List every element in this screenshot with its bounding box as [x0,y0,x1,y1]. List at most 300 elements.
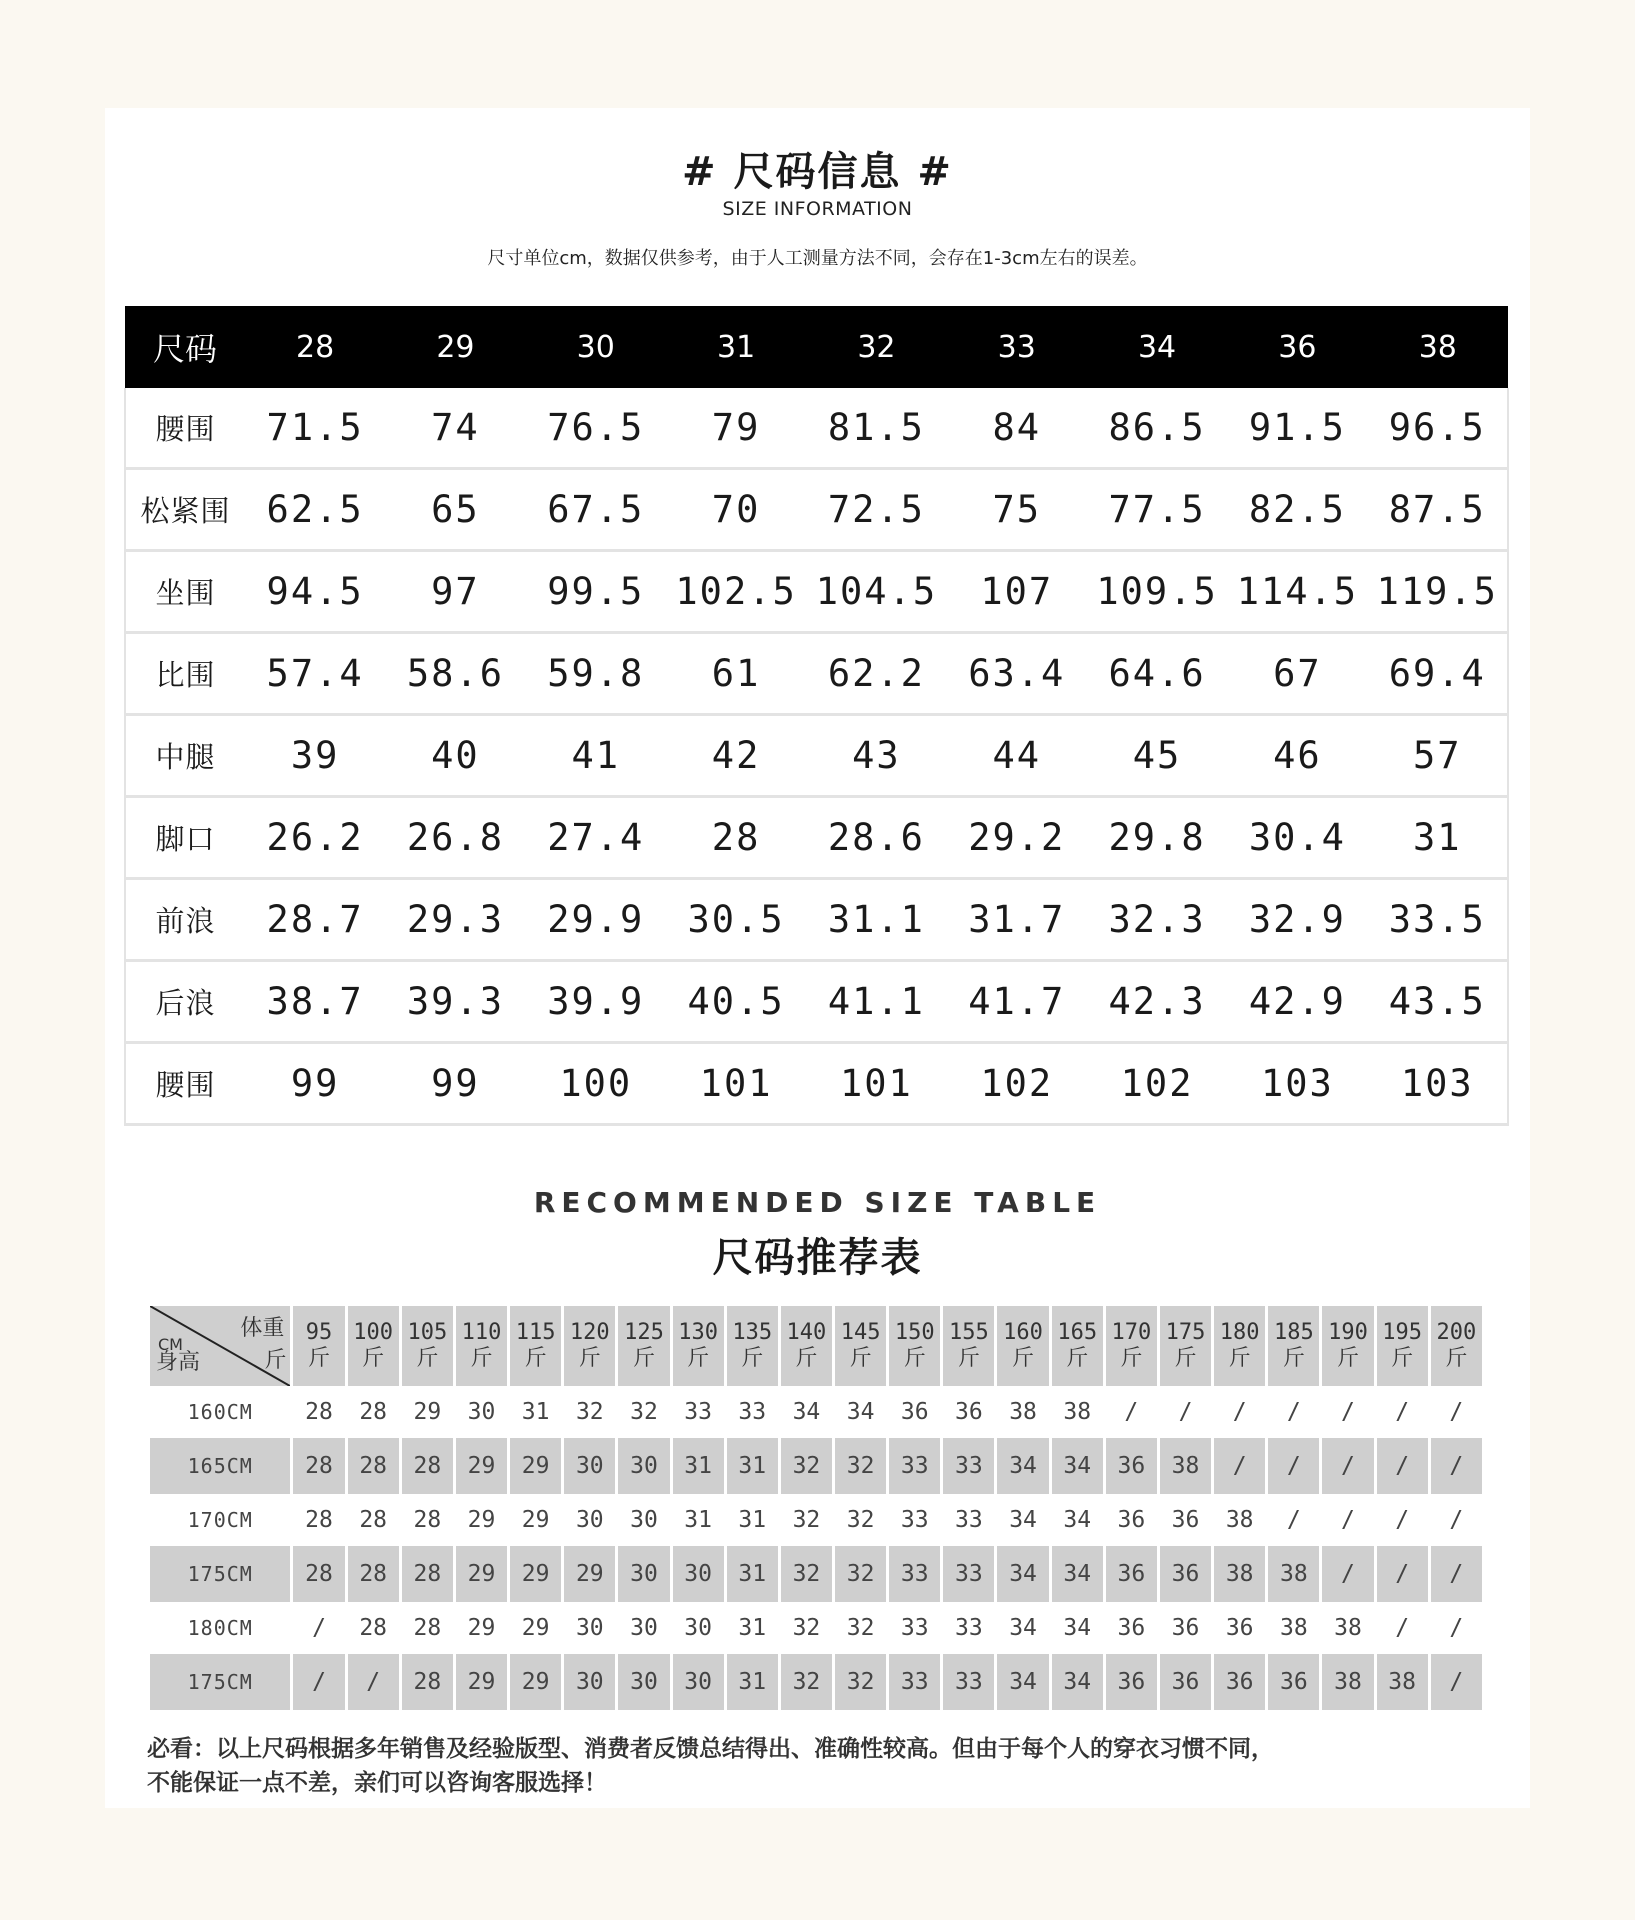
recommend-size: 34 [997,1546,1048,1602]
recommend-size: 29 [510,1438,561,1494]
recommend-size: / [1268,1438,1319,1494]
weight-header-cell [564,1306,615,1386]
recommend-size: 28 [359,1615,388,1641]
weight-unit: 斤 [687,1346,710,1371]
recommend-title-en: RECOMMENDED SIZE TABLE [533,1186,1102,1219]
measure-value: 63.4 [947,633,1087,715]
recommend-size: 33 [889,1654,940,1710]
recommend-size: / [1178,1399,1193,1425]
measure-label: 比围 [125,633,245,715]
weight-header-cell [1268,1306,1319,1386]
recommended-size-table [147,1306,1485,1710]
measure-value: 86.5 [1087,388,1227,469]
height-label: 170CM [187,1508,253,1532]
recommend-size: 30 [673,1654,724,1710]
recommend-size: 28 [348,1546,399,1602]
measure-label: 腰围 [125,388,245,469]
recommend-size: / [1377,1546,1428,1602]
recommend-size: 30 [684,1615,712,1641]
recommend-size: 33 [955,1507,983,1533]
weight-header-cell [618,1306,669,1386]
recommend-size: 29 [467,1615,496,1641]
weight-header-cell [1214,1306,1265,1386]
recommend-size: 36 [1117,1615,1146,1641]
measure-value: 41.1 [806,961,946,1043]
measure-value: 46 [1227,715,1367,797]
measure-value: 32.3 [1087,879,1227,961]
weight-header-cell [402,1306,453,1386]
recommend-size: 34 [1063,1615,1092,1641]
recommend-size: 31 [727,1438,778,1494]
recommend-size: 28 [359,1507,388,1533]
weight-header-cell [835,1306,886,1386]
measure-value: 91.5 [1227,388,1367,469]
recommend-size: 32 [781,1546,832,1602]
measure-value: 31.7 [947,879,1087,961]
size-header-cell: 34 [1087,306,1227,388]
recommend-row [150,1438,1482,1494]
measure-value: 28.6 [806,797,946,879]
measure-value: 39.3 [385,961,525,1043]
measure-value: 74 [385,388,525,469]
recommend-size: 30 [673,1546,724,1602]
measure-value: 102 [1087,1043,1227,1125]
weight-header-cell [1377,1306,1428,1386]
weight-unit: 斤 [1066,1346,1089,1371]
height-label: 160CM [187,1400,253,1424]
weight-header-cell [727,1306,778,1386]
measure-value: 40 [385,715,525,797]
measure-value: 32.9 [1227,879,1367,961]
height-label: 165CM [150,1438,290,1494]
weight-value: 140 [786,1320,827,1345]
measure-value: 77.5 [1087,469,1227,551]
measure-value: 99 [385,1043,525,1125]
measure-value: 42.9 [1227,961,1367,1043]
weight-value: 130 [678,1320,718,1345]
recommend-size: 30 [630,1507,658,1533]
measure-label: 中腿 [125,715,245,797]
weight-unit: 斤 [1336,1346,1359,1371]
recommend-size: 30 [618,1654,669,1710]
recommend-size: 32 [835,1438,886,1494]
recommend-size: 33 [889,1438,940,1494]
weight-header-cell [1160,1306,1211,1386]
recommend-size: 33 [900,1507,929,1533]
weight-value: 175 [1165,1320,1206,1345]
recommend-size: / [1431,1546,1482,1602]
measure-value: 94.5 [245,551,385,633]
recommend-size: 28 [402,1438,453,1494]
recommend-size: 32 [835,1546,886,1602]
weight-value: 145 [840,1320,881,1345]
measure-value: 67.5 [526,469,666,551]
recommend-size: 33 [955,1615,983,1641]
weight-unit: 斤 [524,1346,547,1371]
measure-value: 75 [947,469,1087,551]
weight-value: 200 [1436,1320,1477,1345]
measure-value: 87.5 [1368,469,1508,551]
weight-value: 190 [1328,1320,1368,1345]
size-header-cell: 33 [947,306,1087,388]
recommend-size: / [348,1654,399,1710]
recommend-size: / [293,1654,344,1710]
weight-value: 185 [1273,1320,1314,1345]
weight-unit: 斤 [308,1346,331,1371]
recommend-size: / [1341,1507,1355,1533]
measure-value: 107 [947,551,1087,633]
measure-label: 前浪 [125,879,245,961]
recommend-size: 36 [1268,1654,1319,1710]
weight-header-cell [456,1306,507,1386]
measure-value: 101 [806,1043,946,1125]
measure-value: 99 [245,1043,385,1125]
recommend-size: 36 [1171,1615,1200,1641]
weight-value: 155 [949,1320,989,1345]
measure-value: 41 [526,715,666,797]
weight-value: 95 [305,1320,333,1345]
recommend-size: 33 [943,1654,994,1710]
size-chart-card [105,108,1530,1808]
footer-disclaimer [147,1732,1507,1800]
size-table-row [125,797,1508,879]
recommend-size: 38 [1225,1507,1254,1533]
recommend-size: 29 [564,1546,615,1602]
recommend-size: 36 [900,1399,929,1425]
recommend-size: 34 [1009,1615,1037,1641]
recommend-size: 38 [1334,1615,1362,1641]
recommend-title-cn: 尺码推荐表 [712,1235,923,1281]
size-table-row [125,1043,1508,1125]
weight-header-cell [1106,1306,1157,1386]
measure-value: 39.9 [526,961,666,1043]
recommend-size: 29 [456,1546,507,1602]
size-table-row [125,469,1508,551]
measure-value: 40.5 [666,961,806,1043]
weight-header-cell [997,1306,1048,1386]
measure-value: 61 [666,633,806,715]
weight-value: 135 [732,1320,773,1345]
weight-header-cell [673,1306,724,1386]
measure-value: 102 [947,1043,1087,1125]
recommend-size: 34 [1052,1438,1103,1494]
recommend-row [150,1546,1482,1602]
size-information-table [124,306,1509,1126]
measure-value: 119.5 [1368,551,1508,633]
recommend-size: 38 [1279,1615,1308,1641]
measure-value: 59.8 [526,633,666,715]
recommend-size: 30 [630,1615,658,1641]
measure-value: 71.5 [245,388,385,469]
weight-unit: 斤 [849,1346,872,1371]
measure-value: 26.8 [385,797,525,879]
weight-value: 100 [353,1320,394,1345]
recommend-row [150,1494,1482,1546]
footer-line-2: 不能保证一点不差，亲们可以咨询客服选择！ [147,1770,607,1796]
recommend-size: 28 [348,1438,399,1494]
recommend-size: / [1431,1438,1482,1494]
recommend-size: 36 [1160,1546,1211,1602]
measure-value: 100 [526,1043,666,1125]
corner-weight-label: 体重 [240,1316,285,1341]
weight-value: 120 [569,1320,610,1345]
size-header-cell: 31 [666,306,806,388]
weight-value: 170 [1111,1320,1152,1345]
recommend-size: 32 [835,1654,886,1710]
recommend-size: 33 [943,1438,994,1494]
recommend-size: 33 [900,1615,929,1641]
size-table-header [125,306,1508,388]
measure-value: 81.5 [806,388,946,469]
measure-value: 57.4 [245,633,385,715]
recommend-size: / [1341,1399,1355,1425]
recommend-size: / [1431,1654,1482,1710]
measure-value: 58.6 [385,633,525,715]
corner-height-label: 身高 [156,1350,201,1375]
measure-value: 62.5 [245,469,385,551]
recommend-size: 28 [402,1654,453,1710]
weight-unit: 斤 [1228,1346,1251,1371]
recommend-size: 30 [564,1654,615,1710]
recommend-size: 31 [521,1399,550,1425]
measure-value: 62.2 [806,633,946,715]
recommend-size: 28 [402,1546,453,1602]
measure-value: 30.4 [1227,797,1367,879]
recommend-size: 29 [456,1438,507,1494]
recommend-size: 29 [510,1654,561,1710]
corner-jin-label: 斤 [264,1348,287,1373]
size-header-cell: 32 [806,306,946,388]
recommend-size: 34 [1052,1654,1103,1710]
measurement-note: 尺寸单位cm，数据仅供参考，由于人工测量方法不同，会存在1-3cm左右的误差。 [487,248,1148,269]
recommend-size: 34 [997,1654,1048,1710]
weight-header-cell [781,1306,832,1386]
weight-unit: 斤 [470,1346,493,1371]
weight-value: 125 [624,1320,664,1345]
measure-label: 松紧围 [125,469,245,551]
recommend-size: 28 [359,1399,388,1425]
recommend-row [150,1654,1482,1710]
corner-cm-label: CM [158,1335,183,1354]
weight-value: 150 [894,1320,935,1345]
recommend-size: 30 [575,1507,604,1533]
size-header-cell: 29 [385,306,525,388]
recommend-size: 32 [846,1615,875,1641]
measure-label: 腰围 [125,1043,245,1125]
recommend-size: / [1214,1438,1265,1494]
recommend-size: / [1449,1399,1464,1425]
measure-label: 后浪 [125,961,245,1043]
recommend-size: 36 [1160,1654,1211,1710]
size-header-cell: 30 [526,306,666,388]
weight-value: 105 [407,1320,448,1345]
size-table-row [125,388,1508,469]
measure-value: 27.4 [526,797,666,879]
weight-value: 180 [1219,1320,1260,1345]
size-table-row [125,551,1508,633]
recommend-size: 31 [738,1507,767,1533]
measure-value: 29.8 [1087,797,1227,879]
weight-header-cell [1431,1306,1482,1386]
recommend-size: 33 [684,1399,712,1425]
height-label: 175CM [150,1654,290,1710]
recommend-size: 32 [781,1654,832,1710]
recommend-size: 34 [1063,1507,1092,1533]
size-table-row [125,879,1508,961]
recommend-size: 31 [738,1615,767,1641]
recommend-size: / [1395,1399,1410,1425]
recommend-size: 30 [575,1615,604,1641]
size-header-cell: 36 [1227,306,1367,388]
recommend-size: / [1124,1399,1139,1425]
measure-value: 79 [666,388,806,469]
measure-value: 42 [666,715,806,797]
measure-value: 43.5 [1368,961,1508,1043]
measure-value: 45 [1087,715,1227,797]
weight-header-cell [348,1306,399,1386]
recommend-size: 30 [618,1546,669,1602]
measure-value: 84 [947,388,1087,469]
recommend-size: 32 [575,1399,604,1425]
recommend-size: 28 [305,1507,333,1533]
recommend-size: / [1395,1507,1410,1533]
recommend-size: 34 [846,1399,875,1425]
measure-value: 97 [385,551,525,633]
measure-value: 99.5 [526,551,666,633]
weight-unit: 斤 [578,1346,601,1371]
recommend-size: 32 [792,1507,821,1533]
measure-value: 65 [385,469,525,551]
recommend-size: 28 [305,1399,333,1425]
recommend-size: 30 [564,1438,615,1494]
measure-value: 38.7 [245,961,385,1043]
weight-unit: 斤 [957,1346,980,1371]
weight-value: 195 [1382,1320,1423,1345]
measure-value: 109.5 [1087,551,1227,633]
weight-unit: 斤 [1391,1346,1414,1371]
size-table-row [125,961,1508,1043]
recommend-size: 38 [1377,1654,1428,1710]
weight-unit: 斤 [1282,1346,1305,1371]
recommend-size: / [312,1615,326,1641]
recommend-size: 34 [1052,1546,1103,1602]
weight-unit: 斤 [1445,1346,1468,1371]
measure-value: 29.3 [385,879,525,961]
weight-header-cell [943,1306,994,1386]
weight-header-cell [1052,1306,1103,1386]
height-label: 175CM [150,1546,290,1602]
weight-unit: 斤 [632,1346,655,1371]
recommend-size: / [1322,1438,1373,1494]
size-table-row [125,633,1508,715]
recommend-size: 30 [467,1399,496,1425]
recommend-size: 32 [792,1615,821,1641]
measure-value: 29.9 [526,879,666,961]
measure-value: 26.2 [245,797,385,879]
recommend-size: 36 [1225,1615,1254,1641]
recommend-size: 28 [293,1546,344,1602]
measure-value: 67 [1227,633,1367,715]
weight-value: 165 [1057,1320,1098,1345]
measure-value: 43 [806,715,946,797]
recommend-size: 31 [673,1438,724,1494]
recommend-size: 28 [293,1438,344,1494]
recommend-size: / [1449,1507,1464,1533]
footer-line-1: 必看：以上尺码根据多年销售及经验版型、消费者反馈总结得出、准确性较高。但由于每个人的穿衣习惯不同， [147,1736,1274,1762]
recommend-size: 29 [521,1507,550,1533]
recommend-size: 31 [727,1546,778,1602]
recommend-size: 38 [1322,1654,1373,1710]
measure-value: 69.4 [1368,633,1508,715]
recommend-size: 29 [467,1507,496,1533]
recommend-size: 36 [1117,1507,1146,1533]
recommend-size: 38 [1160,1438,1211,1494]
recommend-size: / [1286,1507,1301,1533]
recommend-size: 38 [1268,1546,1319,1602]
recommend-size: 28 [413,1507,442,1533]
recommend-size: 38 [1009,1399,1037,1425]
recommend-size: 31 [727,1654,778,1710]
measure-value: 28 [666,797,806,879]
measure-value: 82.5 [1227,469,1367,551]
measure-value: 64.6 [1087,633,1227,715]
weight-unit: 斤 [741,1346,764,1371]
measure-label: 脚口 [125,797,245,879]
measure-value: 29.2 [947,797,1087,879]
measure-value: 39 [245,715,385,797]
recommend-size: 33 [889,1546,940,1602]
recommend-size: 34 [792,1399,821,1425]
recommend-row [150,1602,1482,1654]
recommend-size: 36 [1106,1546,1157,1602]
recommend-size: 38 [1214,1546,1265,1602]
recommend-size: 32 [781,1438,832,1494]
weight-unit: 斤 [903,1346,926,1371]
weight-header-cell [889,1306,940,1386]
recommend-size: 30 [618,1438,669,1494]
recommend-size: 38 [1063,1399,1092,1425]
measure-value: 31 [1368,797,1508,879]
weight-unit: 斤 [1174,1346,1197,1371]
size-table-row [125,715,1508,797]
recommend-size: 36 [1106,1654,1157,1710]
recommend-row [150,1386,1482,1438]
recommend-size: 29 [456,1654,507,1710]
recommend-size: 28 [413,1615,442,1641]
recommend-size: 36 [955,1399,983,1425]
weight-header-cell [1322,1306,1373,1386]
measure-value: 96.5 [1368,388,1508,469]
weight-value: 110 [461,1320,502,1345]
measure-value: 103 [1368,1043,1508,1125]
measure-value: 57 [1368,715,1508,797]
recommend-size: 29 [521,1615,550,1641]
recommend-size: 29 [413,1399,442,1425]
recommend-size: / [1286,1399,1301,1425]
weight-header-cell [510,1306,561,1386]
recommend-size: 33 [738,1399,767,1425]
weight-unit: 斤 [1012,1346,1035,1371]
size-header-cell: 38 [1368,306,1508,388]
recommend-size: / [1377,1438,1428,1494]
recommend-table-header [150,1306,1482,1386]
recommend-size: 36 [1214,1654,1265,1710]
measure-value: 41.7 [947,961,1087,1043]
weight-unit: 斤 [362,1346,385,1371]
recommend-size: 32 [630,1399,658,1425]
page-title: # 尺码信息 # [682,149,953,195]
page-subtitle: SIZE INFORMATION [722,198,913,220]
